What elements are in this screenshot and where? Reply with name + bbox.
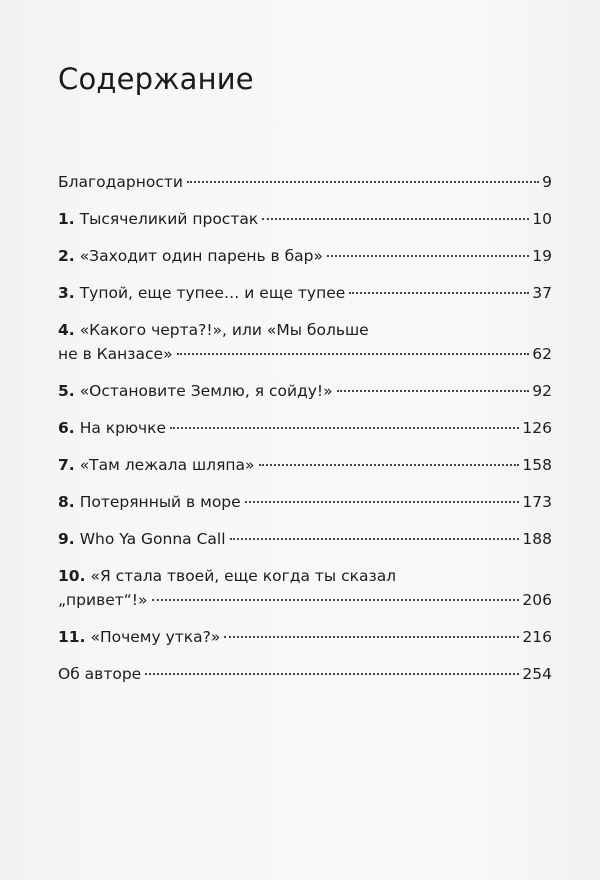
toc-entry-number: 9. bbox=[58, 530, 75, 548]
toc-entry-chapter-3 bbox=[58, 283, 552, 303]
dot-leader bbox=[262, 218, 529, 220]
toc-entry-about-author bbox=[58, 664, 552, 684]
toc-entry-number: 6. bbox=[58, 419, 75, 437]
toc-entry-page: 37 bbox=[532, 284, 552, 302]
dot-leader bbox=[145, 673, 519, 675]
toc-entry-chapter-7 bbox=[58, 455, 552, 475]
toc-entry-title: На крючке bbox=[79, 419, 167, 437]
toc-entry-page: 126 bbox=[522, 419, 552, 437]
toc-entry-chapter-8 bbox=[58, 492, 552, 512]
toc-entry-number: 11. bbox=[58, 628, 86, 646]
toc-entry-number: 7. bbox=[58, 456, 75, 474]
dot-leader bbox=[224, 636, 519, 638]
dot-leader bbox=[170, 427, 519, 429]
toc-entry-page: 206 bbox=[522, 591, 552, 609]
toc-entry-title-line1: «Я стала твоей, еще когда ты сказал bbox=[90, 567, 397, 585]
toc-entry-chapter-10 bbox=[58, 566, 552, 610]
toc-entry-title: Тысячеликий простак bbox=[79, 210, 259, 228]
toc-entry-chapter-5 bbox=[58, 381, 552, 401]
toc-entry-chapter-6 bbox=[58, 418, 552, 438]
toc-entry-number: 1. bbox=[58, 210, 75, 228]
dot-leader bbox=[187, 181, 539, 183]
toc-entry-page: 9 bbox=[542, 173, 552, 191]
page-title: Содержание bbox=[58, 62, 254, 96]
toc-entry-number: 2. bbox=[58, 247, 75, 265]
toc-entry-number: 5. bbox=[58, 382, 75, 400]
toc-entry-number: 10. bbox=[58, 567, 86, 585]
dot-leader bbox=[177, 353, 530, 355]
toc-entry-title-line2: не в Канзасе» bbox=[58, 345, 173, 363]
toc-entry-number: 4. bbox=[58, 321, 75, 339]
toc-entry-chapter-1 bbox=[58, 209, 552, 229]
toc-entry-title: Тупой, еще тупее… и еще тупее bbox=[79, 284, 346, 302]
toc-entry-title: Потерянный в море bbox=[79, 493, 241, 511]
toc-entry-title: Об авторе bbox=[58, 665, 142, 683]
toc-entry-title-line1: «Какого черта?!», или «Мы больше bbox=[79, 321, 369, 339]
toc-entry-page: 173 bbox=[522, 493, 552, 511]
toc-entry-page: 158 bbox=[522, 456, 552, 474]
toc-entry-page: 216 bbox=[522, 628, 552, 646]
toc-entry-page: 92 bbox=[532, 382, 552, 400]
toc-entry-title: Who Ya Gonna Call bbox=[79, 530, 226, 548]
toc-entry-title: «Там лежала шляпа» bbox=[79, 456, 255, 474]
toc-entry-page: 254 bbox=[522, 665, 552, 683]
toc-entry-title: «Остановите Землю, я сойду!» bbox=[79, 382, 333, 400]
toc-entry-title-line2: „привет“!» bbox=[58, 591, 148, 609]
toc-entry-chapter-4 bbox=[58, 320, 552, 364]
toc-entry-title: Благодарности bbox=[58, 173, 183, 191]
toc-entry-chapter-11 bbox=[58, 627, 552, 647]
toc-entry-number: 8. bbox=[58, 493, 75, 511]
dot-leader bbox=[152, 599, 520, 601]
toc-entry-page: 19 bbox=[532, 247, 552, 265]
toc-entry-chapter-9 bbox=[58, 529, 552, 549]
dot-leader bbox=[337, 390, 530, 392]
toc-entry-chapter-2 bbox=[58, 246, 552, 266]
toc-entry-title: «Почему утка?» bbox=[90, 628, 221, 646]
dot-leader bbox=[230, 538, 520, 540]
dot-leader bbox=[327, 255, 529, 257]
toc-entry-number: 3. bbox=[58, 284, 75, 302]
toc-entry-title: «Заходит один парень в бар» bbox=[79, 247, 323, 265]
toc-entry-page: 62 bbox=[532, 345, 552, 363]
dot-leader bbox=[349, 292, 529, 294]
table-of-contents bbox=[58, 172, 552, 701]
dot-leader bbox=[245, 501, 520, 503]
toc-entry-acknowledgements bbox=[58, 172, 552, 192]
toc-entry-page: 188 bbox=[522, 530, 552, 548]
toc-entry-page: 10 bbox=[532, 210, 552, 228]
dot-leader bbox=[259, 464, 520, 466]
